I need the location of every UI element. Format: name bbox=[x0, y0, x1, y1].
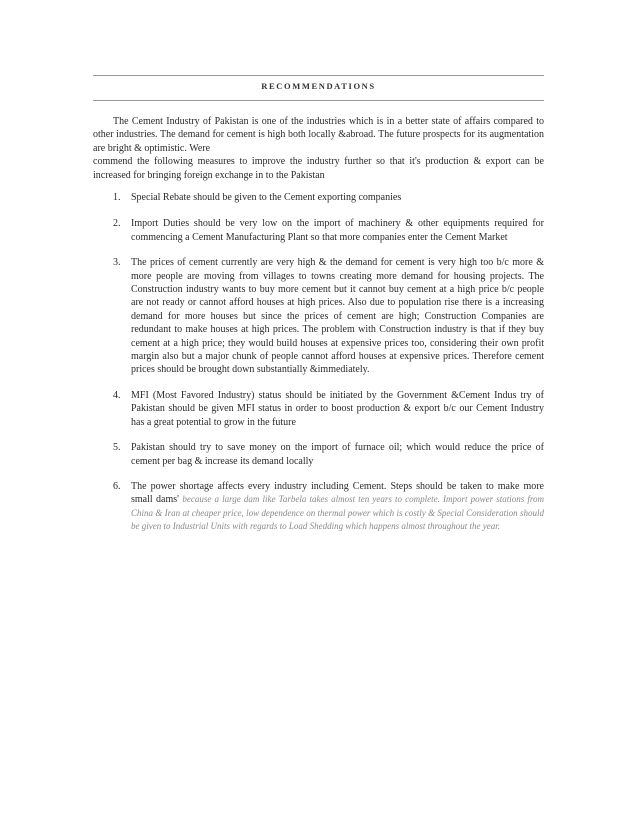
item-text: MFI (Most Favored Industry) status should be initiated by the Government &Cement Indus try of Pakistan should be given MFI status in order to boost production & export b/c our Cement Industry has a great potential to grow in the future bbox=[131, 389, 544, 428]
item-number: 4. bbox=[113, 389, 121, 401]
list-item bbox=[93, 480, 544, 534]
list-item bbox=[93, 217, 544, 244]
intro-text-2: commend the following measures to improve the industry further so that it's production & export can be increased for bringing foreign exchange in to the Pakistan bbox=[93, 156, 544, 181]
recommendations-list bbox=[93, 191, 544, 546]
item-number: 1. bbox=[113, 192, 121, 203]
section-heading: RECOMMENDATIONS bbox=[261, 81, 376, 91]
item-faded-text: because a large dam like Tarbela takes almost ten years to complete. Import power stations from China & Iran at cheaper price, low dependence on thermal power which is costly & Special Consideration should be given to Industrial Units with regards to Load Shedding which happens almost throughout the year. bbox=[131, 494, 545, 532]
list-item bbox=[93, 441, 544, 468]
list-item bbox=[93, 256, 544, 377]
bottom-rule bbox=[93, 100, 544, 101]
item-text: Special Rebate should be given to the Cement exporting companies bbox=[131, 192, 402, 203]
top-rule bbox=[93, 75, 544, 76]
item-text: The prices of cement currently are very high & the demand for cement is very high too b/c more & more people are moving from villages to towns creating more demand for housing projects. The Construction industry wants to buy more cement but it cannot buy cement at a high price b/c people are not ready or cannot afford houses at high prices. Also due to population rise there is a increasing demand for more houses but since the prices of cement are high; Construction Companies are redundant to make houses at high prices. The problem with Construction industry is that if they buy cement at a high price; they would build houses at expensive prices too, considering their own profit margin also but a major chunk of people cannot afford houses at expensive prices. Therefore cement prices should be brought down substantially &immediately. bbox=[131, 257, 544, 376]
item-number: 5. bbox=[113, 442, 121, 454]
item-number: 2. bbox=[113, 218, 121, 230]
list-item bbox=[93, 191, 544, 204]
intro-text-1: The Cement Industry of Pakistan is one of the industries which is in a better state of affairs compared to other industries. The demand for cement is high both locally &abroad. The future prospects for its augmentation are bright & optimistic. Were bbox=[93, 116, 544, 154]
item-number: 6. bbox=[113, 480, 121, 492]
item-text: Pakistan should try to save money on the import of furnace oil; which would reduce the price of cement per bag & increase its demand locally bbox=[131, 442, 544, 467]
intro-paragraph bbox=[93, 115, 544, 182]
item-number: 3. bbox=[113, 257, 121, 269]
item-text: Import Duties should be very low on the import of machinery & other equipments required for commencing a Cement Manufacturing Plant so that more companies enter the Cement Market bbox=[131, 218, 544, 243]
item-text: The power shortage affects every industry including Cement. Steps should be taken to make more small dams' bbox=[131, 480, 544, 506]
list-item bbox=[93, 389, 544, 429]
